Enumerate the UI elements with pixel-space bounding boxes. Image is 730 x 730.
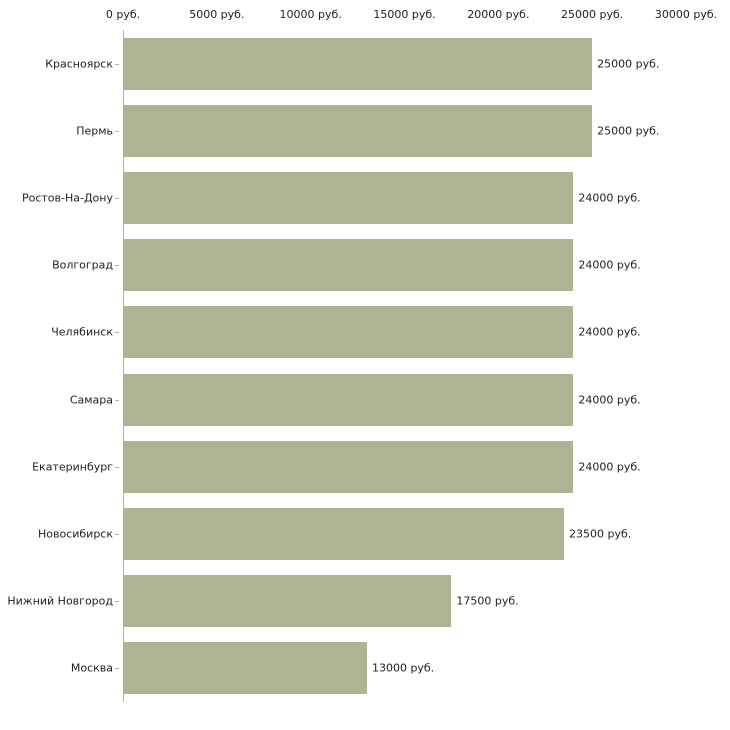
category-label: Екатеринбург [32, 460, 113, 474]
bar-value-label: 24000 руб. [578, 258, 641, 272]
bar[interactable] [123, 38, 592, 90]
bar[interactable] [123, 306, 573, 358]
bar-row [123, 575, 686, 627]
category-tick [115, 332, 119, 333]
bar-value-label: 24000 руб. [578, 393, 641, 407]
x-tick-label: 15000 руб. [373, 8, 436, 21]
category-label: Новосибирск [37, 527, 113, 541]
bar-value-label: 13000 руб. [371, 661, 435, 675]
bar-row [123, 306, 686, 358]
bar[interactable] [123, 374, 573, 426]
bar-value-label: 24000 руб. [578, 191, 641, 205]
bar-row [123, 441, 686, 493]
x-tick-label: 20000 руб. [467, 8, 530, 21]
bar-row [123, 508, 686, 560]
category-label: Нижний Новгород [7, 594, 113, 608]
bar-row [123, 374, 686, 426]
category-tick [115, 668, 119, 669]
bar-value-label: 17500 руб. [456, 594, 519, 608]
x-axis-tick-labels [0, 0, 730, 30]
bar-value-label: 25000 руб. [597, 57, 660, 71]
x-tick-label: 0 руб. [105, 8, 141, 21]
category-label: Пермь [76, 124, 113, 138]
category-tick [115, 400, 119, 401]
bar-value-label: 23500 руб. [569, 527, 632, 541]
bar-value-label: 24000 руб. [578, 460, 641, 474]
plot-area [123, 30, 686, 702]
bar[interactable] [123, 239, 573, 291]
category-tick [115, 467, 119, 468]
x-tick-label: 10000 руб. [279, 8, 342, 21]
bar-row [123, 642, 686, 694]
bar-row [123, 239, 686, 291]
bar[interactable] [123, 172, 573, 224]
category-tick [115, 64, 119, 65]
bar-row [123, 105, 686, 157]
bar[interactable] [123, 575, 451, 627]
x-tick-label: 5000 руб. [189, 8, 245, 21]
x-tick-label: 25000 руб. [561, 8, 624, 21]
category-label: Волгоград [52, 258, 113, 272]
bar[interactable] [123, 105, 592, 157]
bar-value-label: 24000 руб. [578, 325, 641, 339]
bar[interactable] [123, 441, 573, 493]
category-tick [115, 265, 119, 266]
category-label: Самара [69, 393, 113, 407]
category-tick [115, 198, 119, 199]
category-tick [115, 534, 119, 535]
category-label: Москва [70, 661, 113, 675]
x-tick-label: 30000 руб. [654, 8, 718, 21]
bar-value-label: 25000 руб. [597, 124, 660, 138]
category-tick [115, 131, 119, 132]
category-axis-labels [0, 30, 119, 702]
category-tick [115, 601, 119, 602]
bar-row [123, 172, 686, 224]
category-label: Челябинск [51, 325, 113, 339]
category-label: Ростов-На-Дону [21, 191, 113, 205]
bar[interactable] [123, 642, 367, 694]
bar-row [123, 38, 686, 90]
bar[interactable] [123, 508, 564, 560]
category-label: Красноярск [45, 57, 113, 71]
